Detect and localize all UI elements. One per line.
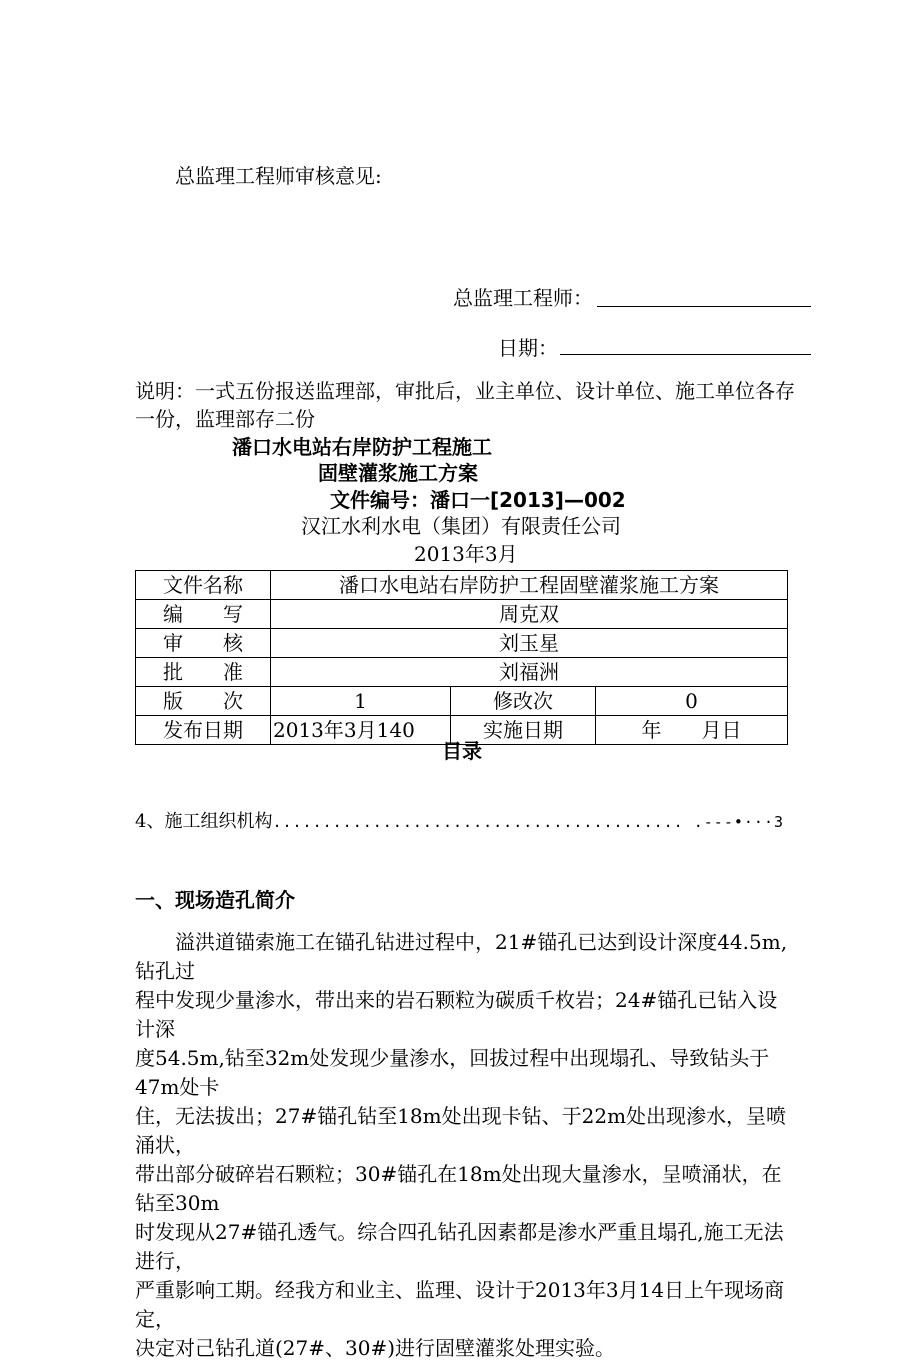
note-line-1: 说明：一式五份报送监理部，审批后，业主单位、设计单位、施工单位各存 [135, 379, 795, 403]
release-date-value: 2013年3月140 [271, 716, 451, 745]
engineer-label: 总监理工程师： [453, 286, 593, 310]
document-info-table [135, 570, 788, 745]
toc-entry[interactable] [135, 812, 784, 832]
reviewer-value: 刘玉星 [271, 629, 788, 658]
paragraph-line: 带出部分破碎岩石颗粒；30#锚孔在18m处出现大量渗水，呈喷涌状，在钻至30m [135, 1162, 782, 1215]
reviewer-label: 审 核 [136, 629, 271, 658]
paragraph-line: 度54.5m,钻至32m处发现少量渗水，回拔过程中出现塌孔、导致钻头于47m处卡 [135, 1046, 770, 1099]
section-1-paragraph [135, 928, 795, 1363]
approver-label: 批 准 [136, 658, 271, 687]
toc-heading: 目录 [442, 739, 482, 763]
table-row [136, 658, 788, 687]
cover-title-line-1: 潘口水电站右岸防护工程施工 [232, 435, 492, 459]
author-value: 周克双 [271, 600, 788, 629]
engineer-signature-line [597, 306, 811, 307]
doc-name-value: 潘口水电站右岸防护工程固壁灌浆施工方案 [271, 571, 788, 600]
cover-title-line-2: 固壁灌浆施工方案 [318, 461, 478, 485]
opinion-label: 总监理工程师审核意见: [175, 164, 382, 188]
toc-entry-text: 4、施工组织机构 [135, 811, 273, 832]
toc-entry-leader: ......................................... .---•···3 [272, 813, 785, 831]
date-signature-line [560, 354, 811, 355]
paragraph-line: 程中发现少量渗水，带出来的岩石颗粒为碳质千枚岩；24#锚孔已钻入设计深 [135, 988, 778, 1041]
release-date-label: 发布日期 [136, 716, 271, 745]
table-row [136, 600, 788, 629]
doc-name-label: 文件名称 [136, 571, 271, 600]
author-label: 编 写 [136, 600, 271, 629]
table-row [136, 687, 788, 716]
date-label: 日期： [498, 336, 558, 360]
company-name: 汉江水利水电（集团）有限责任公司 [301, 514, 621, 538]
paragraph-line: 决定对己钻孔道(27#、30#)进行固壁灌浆处理实验。 [135, 1336, 616, 1360]
effective-date-value: 年 月日 [596, 716, 788, 745]
paragraph-line: 住，无法拔出；27#锚孔钻至18m处出现卡钻、于22m处出现渗水，呈喷涌状， [135, 1104, 787, 1157]
paragraph-line: 溢洪道锚索施工在锚孔钻进过程中，21#锚孔已达到设计深度44.5m,钻孔过 [135, 930, 788, 983]
paragraph-line: 时发现从27#锚孔透气。综合四孔钻孔因素都是渗水严重且塌孔,施工无法进行， [135, 1220, 784, 1273]
version-label: 版 次 [136, 687, 271, 716]
paragraph-line: 严重影响工期。经我方和业主、监理、设计于2013年3月14日上午现场商定， [135, 1278, 785, 1331]
section-1-heading: 一、现场造孔简介 [135, 888, 295, 912]
approver-value: 刘福洲 [271, 658, 788, 687]
table-row [136, 629, 788, 658]
effective-date-label: 实施日期 [451, 716, 596, 745]
table-row [136, 571, 788, 600]
doc-number: 文件编号：潘口一[2013]—002 [330, 488, 626, 512]
note-line-2: 一份，监理部存二份 [135, 407, 315, 431]
version-value: 1 [271, 687, 451, 716]
revision-value: 0 [596, 687, 788, 716]
revision-label: 修改次 [451, 687, 596, 716]
cover-date: 2013年3月 [414, 542, 518, 566]
